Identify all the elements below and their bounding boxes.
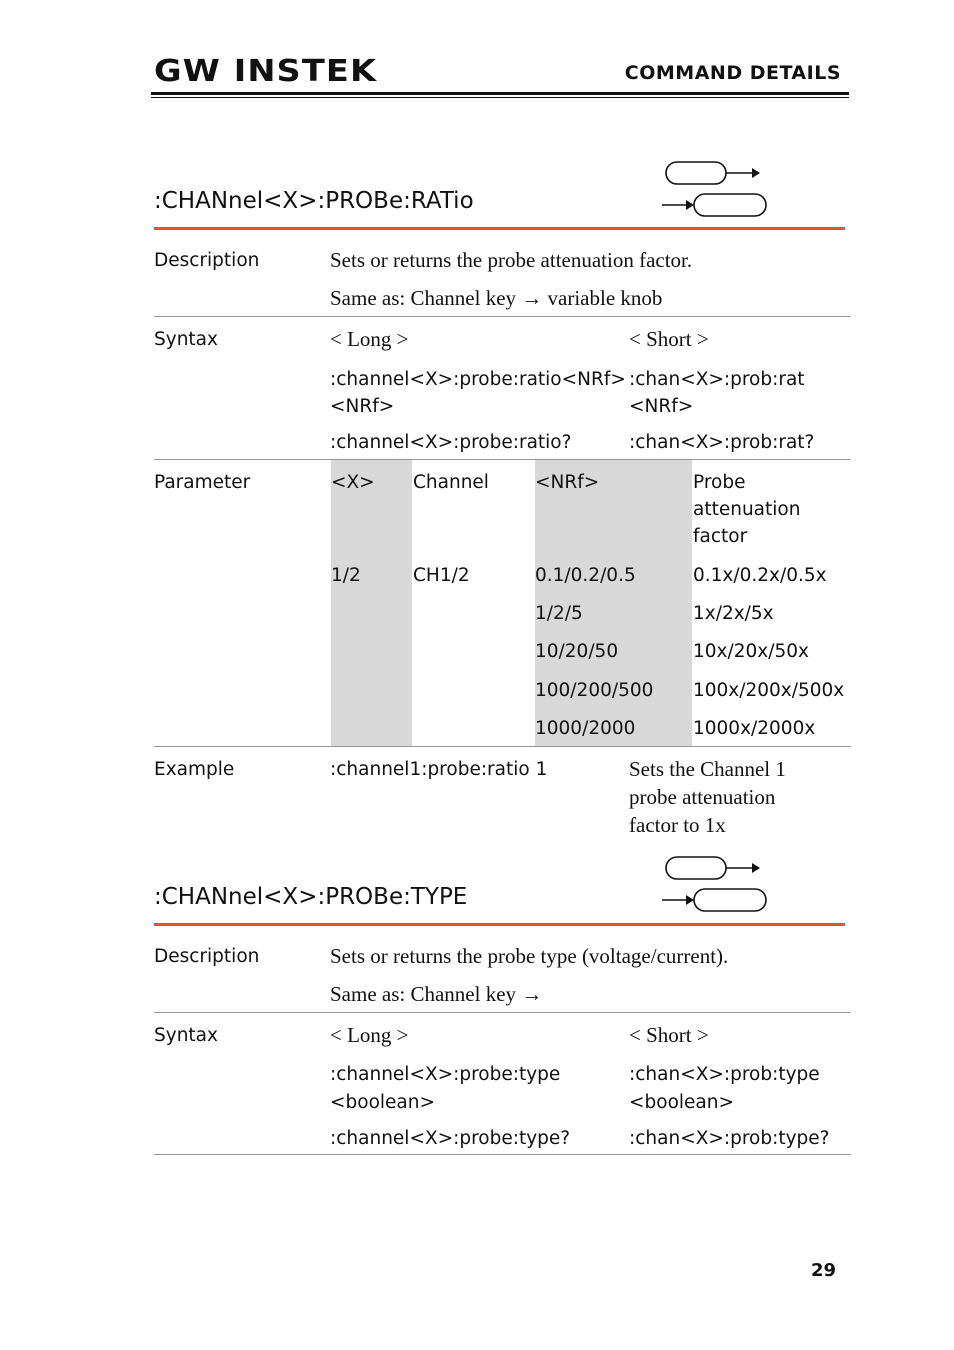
syntax-short-query: :chan<X>:prob:type? bbox=[629, 1128, 830, 1149]
command-title: :CHANnel<X>:PROBe:TYPE bbox=[154, 884, 468, 910]
syntax-label: Syntax bbox=[154, 1025, 218, 1046]
title-underline bbox=[154, 227, 845, 230]
command-title: :CHANnel<X>:PROBe:RATio bbox=[154, 188, 474, 214]
param-nrf-value: 0.1/0.2/0.5 bbox=[535, 565, 636, 586]
syntax-long-set: :channel<X>:probe:type bbox=[330, 1064, 561, 1085]
description-text: Sets or returns the probe attenuation factor. bbox=[330, 248, 693, 272]
param-x-value: 1/2 bbox=[331, 565, 361, 586]
syntax-long-set-arg: <NRf> bbox=[330, 396, 395, 417]
param-channel-desc: Channel bbox=[413, 472, 489, 493]
param-factor-value: 10x/20x/50x bbox=[693, 641, 809, 662]
set-query-icon bbox=[660, 158, 770, 218]
syntax-label: Syntax bbox=[154, 329, 218, 350]
set-query-icon bbox=[660, 853, 770, 913]
syntax-short-query: :chan<X>:prob:rat? bbox=[629, 432, 815, 453]
row-divider bbox=[154, 459, 851, 460]
page-header bbox=[151, 52, 849, 98]
row-divider bbox=[154, 1154, 851, 1155]
syntax-long-query: :channel<X>:probe:ratio? bbox=[330, 432, 572, 453]
description-text: Sets or returns the probe type (voltage/current). bbox=[330, 944, 729, 968]
parameter-label: Parameter bbox=[154, 472, 251, 493]
syntax-long-set-arg: <boolean> bbox=[330, 1092, 435, 1113]
syntax-long-header: < Long > bbox=[330, 327, 409, 351]
description-label: Description bbox=[154, 946, 260, 967]
param-channel-value: CH1/2 bbox=[413, 565, 470, 586]
example-command: :channel1:probe:ratio 1 bbox=[330, 759, 548, 780]
description-label: Description bbox=[154, 250, 260, 271]
param-nrf-value: 10/20/50 bbox=[535, 641, 619, 662]
section-heading: COMMAND DETAILS bbox=[624, 62, 841, 84]
example-explain-1: Sets the Channel 1 bbox=[629, 757, 786, 781]
param-probe-desc-2: attenuation bbox=[693, 499, 801, 520]
page-number: 29 bbox=[810, 1260, 836, 1281]
syntax-long-header: < Long > bbox=[330, 1023, 409, 1047]
header-rule-thin bbox=[151, 97, 849, 98]
syntax-short-set: :chan<X>:prob:type bbox=[629, 1064, 820, 1085]
param-nrf-value: 1/2/5 bbox=[535, 603, 583, 624]
description-same-as: Same as: Channel key → bbox=[330, 982, 543, 1006]
row-divider bbox=[154, 746, 851, 747]
param-nrf-value: 100/200/500 bbox=[535, 680, 654, 701]
param-factor-value: 1x/2x/5x bbox=[693, 603, 774, 624]
syntax-short-header: < Short > bbox=[629, 1023, 709, 1047]
param-factor-value: 100x/200x/500x bbox=[693, 680, 845, 701]
param-probe-desc-3: factor bbox=[693, 526, 748, 547]
param-x-name: <X> bbox=[331, 472, 375, 493]
header-rule bbox=[151, 92, 849, 95]
param-probe-desc-1: Probe bbox=[693, 472, 746, 493]
syntax-long-set: :channel<X>:probe:ratio<NRf> bbox=[330, 369, 626, 390]
example-explain-2: probe attenuation bbox=[629, 785, 776, 809]
description-same-as: Same as: Channel key → variable knob bbox=[330, 286, 663, 310]
param-shade-x bbox=[331, 460, 412, 746]
param-factor-value: 1000x/2000x bbox=[693, 718, 816, 739]
row-divider bbox=[154, 1012, 851, 1013]
example-explain-3: factor to 1x bbox=[629, 813, 726, 837]
param-nrf-value: 1000/2000 bbox=[535, 718, 636, 739]
example-label: Example bbox=[154, 759, 235, 780]
param-nrf-name: <NRf> bbox=[535, 472, 600, 493]
syntax-long-query: :channel<X>:probe:type? bbox=[330, 1128, 571, 1149]
syntax-short-header: < Short > bbox=[629, 327, 709, 351]
syntax-short-set: :chan<X>:prob:rat bbox=[629, 369, 805, 390]
row-divider bbox=[154, 316, 851, 317]
param-factor-value: 0.1x/0.2x/0.5x bbox=[693, 565, 827, 586]
syntax-short-set-arg: <NRf> bbox=[629, 396, 694, 417]
title-underline bbox=[154, 923, 845, 926]
syntax-short-set-arg: <boolean> bbox=[629, 1092, 734, 1113]
brand-logo: GW INSTEK bbox=[154, 54, 378, 89]
